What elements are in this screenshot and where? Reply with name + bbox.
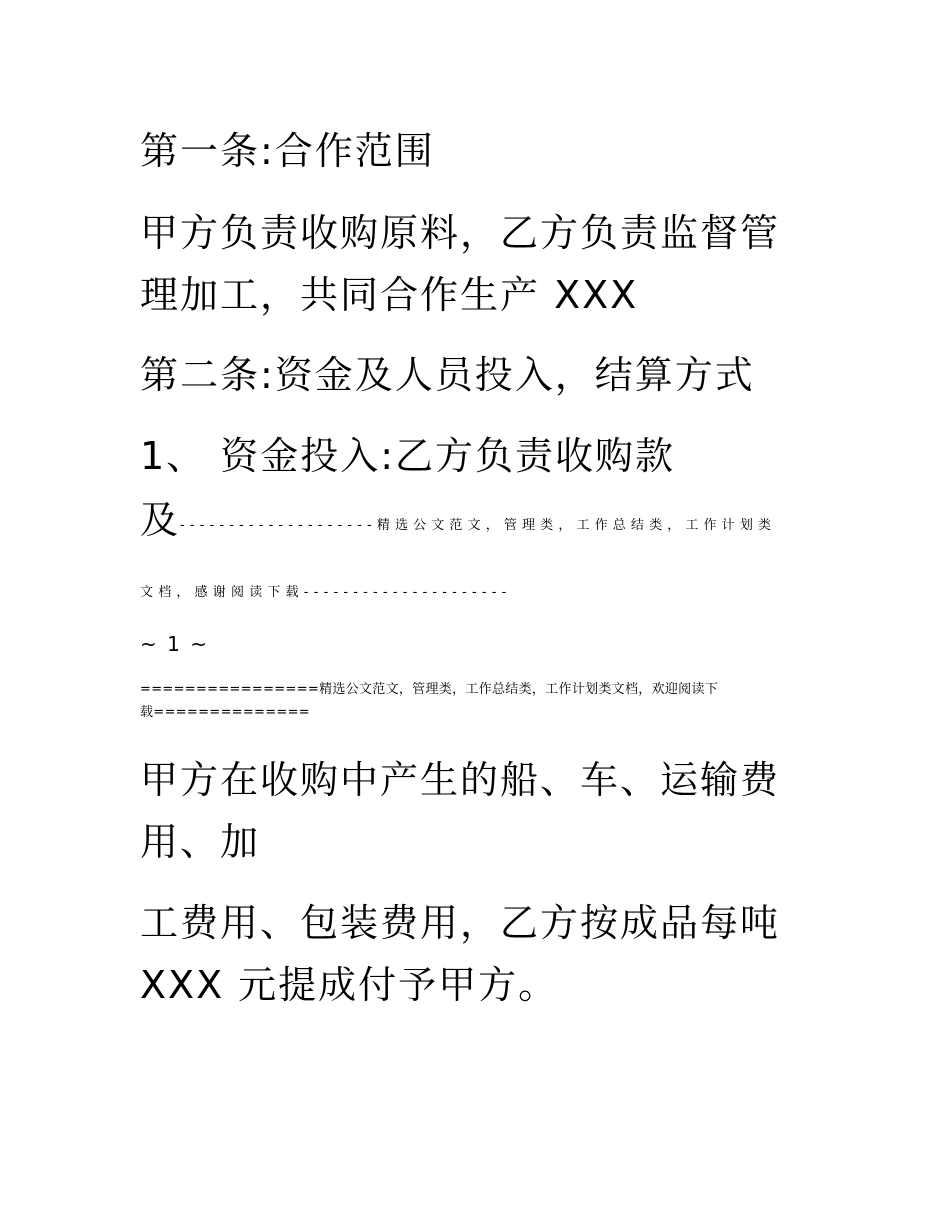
article-2-item-1-line-1: 1、 资金投入:乙方负责收购款: [140, 434, 676, 478]
footer-notice-part-2: 文档，感谢阅读下载---------------------: [140, 585, 512, 600]
header-notice-line-2: 载==============: [140, 705, 310, 720]
article-1-body-line-2: 理加工，共同合作生产 XXX: [140, 273, 639, 317]
continuation-line-1: 甲方在收购中产生的船、车、运输费: [140, 758, 781, 802]
footer-notice-part-1: --------------------精选公文范文，管理类，工作总结类，工作计划类: [180, 518, 777, 533]
article-2-heading: 第二条:资金及人员投入，结算方式: [140, 353, 755, 397]
continuation-line-3: 工费用、包装费用，乙方按成品每吨: [140, 901, 781, 945]
article-1-body-line-1: 甲方负责收购原料，乙方负责监督管: [140, 211, 781, 255]
article-1-heading: 第一条:合作范围: [140, 129, 435, 173]
continuation-line-2: 用、加: [140, 820, 261, 864]
continuation-line-4: XXX 元提成付予甲方。: [140, 963, 559, 1007]
page-number: ~ 1 ~: [140, 632, 209, 656]
article-2-item-1-line-2-with-footer: [140, 497, 776, 543]
header-notice-line-1: ================精选公文范文，管理类，工作总结类，工作计划类文档，欢迎阅读下: [140, 682, 719, 697]
article-2-item-1-line-2: 及: [140, 498, 181, 542]
